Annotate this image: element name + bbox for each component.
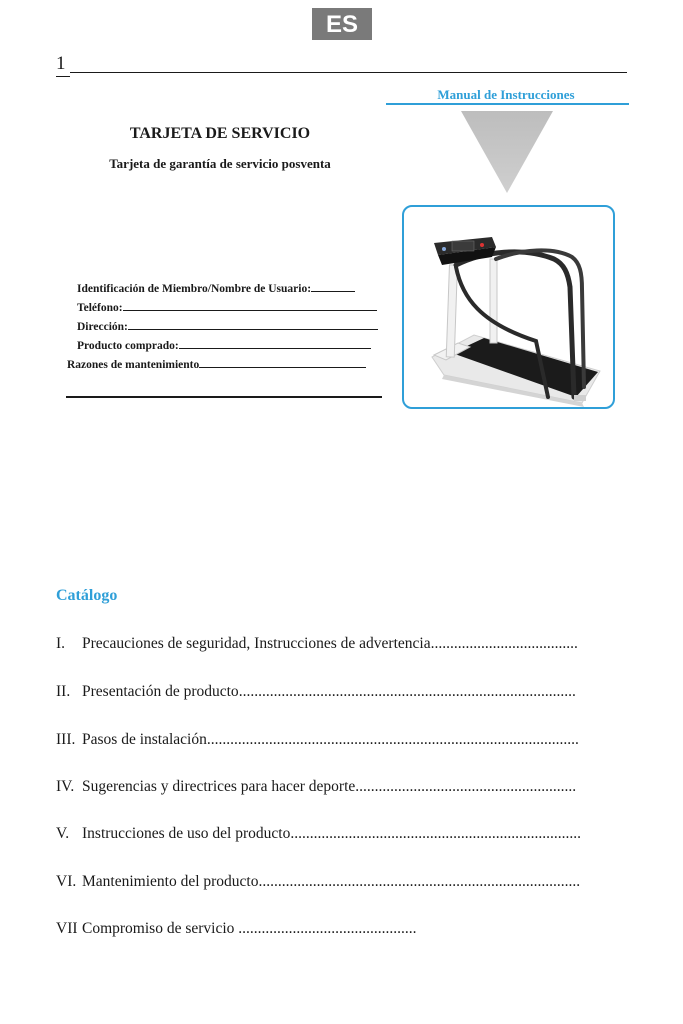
down-triangle-icon: [461, 111, 553, 193]
toc-item: [56, 683, 626, 701]
field-label: Identificación de Miembro/Nombre de Usuario:: [77, 283, 312, 295]
toc-dots: .......................................................................................: [238, 683, 576, 700]
field-label: Dirección:: [77, 321, 128, 333]
treadmill-illustration-icon: [404, 207, 613, 407]
header-rule: [70, 72, 627, 73]
field-label: Razones de mantenimiento: [67, 359, 200, 371]
blank-line: [199, 356, 366, 368]
manual-title-rule: [386, 103, 629, 105]
toc-number: VI.: [56, 873, 77, 890]
toc-dots: ...................................................................................: [258, 873, 581, 890]
manual-title: Manual de Instrucciones: [437, 87, 575, 102]
blank-line: [123, 299, 377, 311]
toc-dots: ................................................................................................: [206, 731, 579, 748]
toc-text: Pasos de instalación: [82, 731, 207, 748]
toc-item: [56, 825, 626, 843]
toc-text: Compromiso de servicio: [82, 920, 235, 937]
blank-line: [66, 396, 382, 398]
toc-text: Presentación de producto: [82, 683, 239, 700]
address-field: [77, 318, 378, 334]
toc-text: Mantenimiento del producto: [82, 873, 259, 890]
page-number: 1: [56, 53, 66, 74]
language-tab: ES: [312, 8, 372, 40]
field-label: Teléfono:: [77, 302, 123, 314]
catalog-title: Catálogo: [56, 587, 118, 604]
toc-dots: ......................................: [430, 635, 578, 652]
toc-text: Sugerencias y directrices para hacer deporte: [82, 778, 356, 795]
toc-dots: ...........................................................................: [290, 825, 581, 842]
service-card-title: TARJETA DE SERVICIO: [129, 125, 311, 142]
toc-item: [56, 778, 626, 796]
member-id-field: [77, 280, 355, 296]
toc-number: VII: [56, 920, 78, 937]
toc-dots: ..............................................: [234, 920, 417, 937]
purchased-product-field: [77, 337, 371, 353]
product-image-frame: [402, 205, 615, 409]
toc-item: [56, 731, 626, 749]
toc-number: I.: [56, 635, 66, 652]
toc-text: Precauciones de seguridad, Instrucciones de advertencia: [82, 635, 431, 652]
toc-number: IV.: [56, 778, 75, 795]
toc-item: [56, 920, 626, 938]
toc-number: II.: [56, 683, 71, 700]
toc-item: [56, 873, 626, 891]
maintenance-reasons-field: [67, 356, 366, 372]
toc-dots: .........................................................: [355, 778, 577, 795]
toc-number: V.: [56, 825, 70, 842]
service-card-subtitle: Tarjeta de garantía de servicio posventa: [109, 156, 331, 171]
toc-text: Instrucciones de uso del producto: [82, 825, 291, 842]
toc-item: [56, 635, 626, 653]
toc-number: III.: [56, 731, 76, 748]
blank-line: [311, 280, 355, 292]
blank-line: [128, 318, 378, 330]
page-number-underline: [56, 76, 70, 77]
blank-line: [179, 337, 371, 349]
field-label: Producto comprado:: [77, 340, 179, 352]
phone-field: [77, 299, 377, 315]
